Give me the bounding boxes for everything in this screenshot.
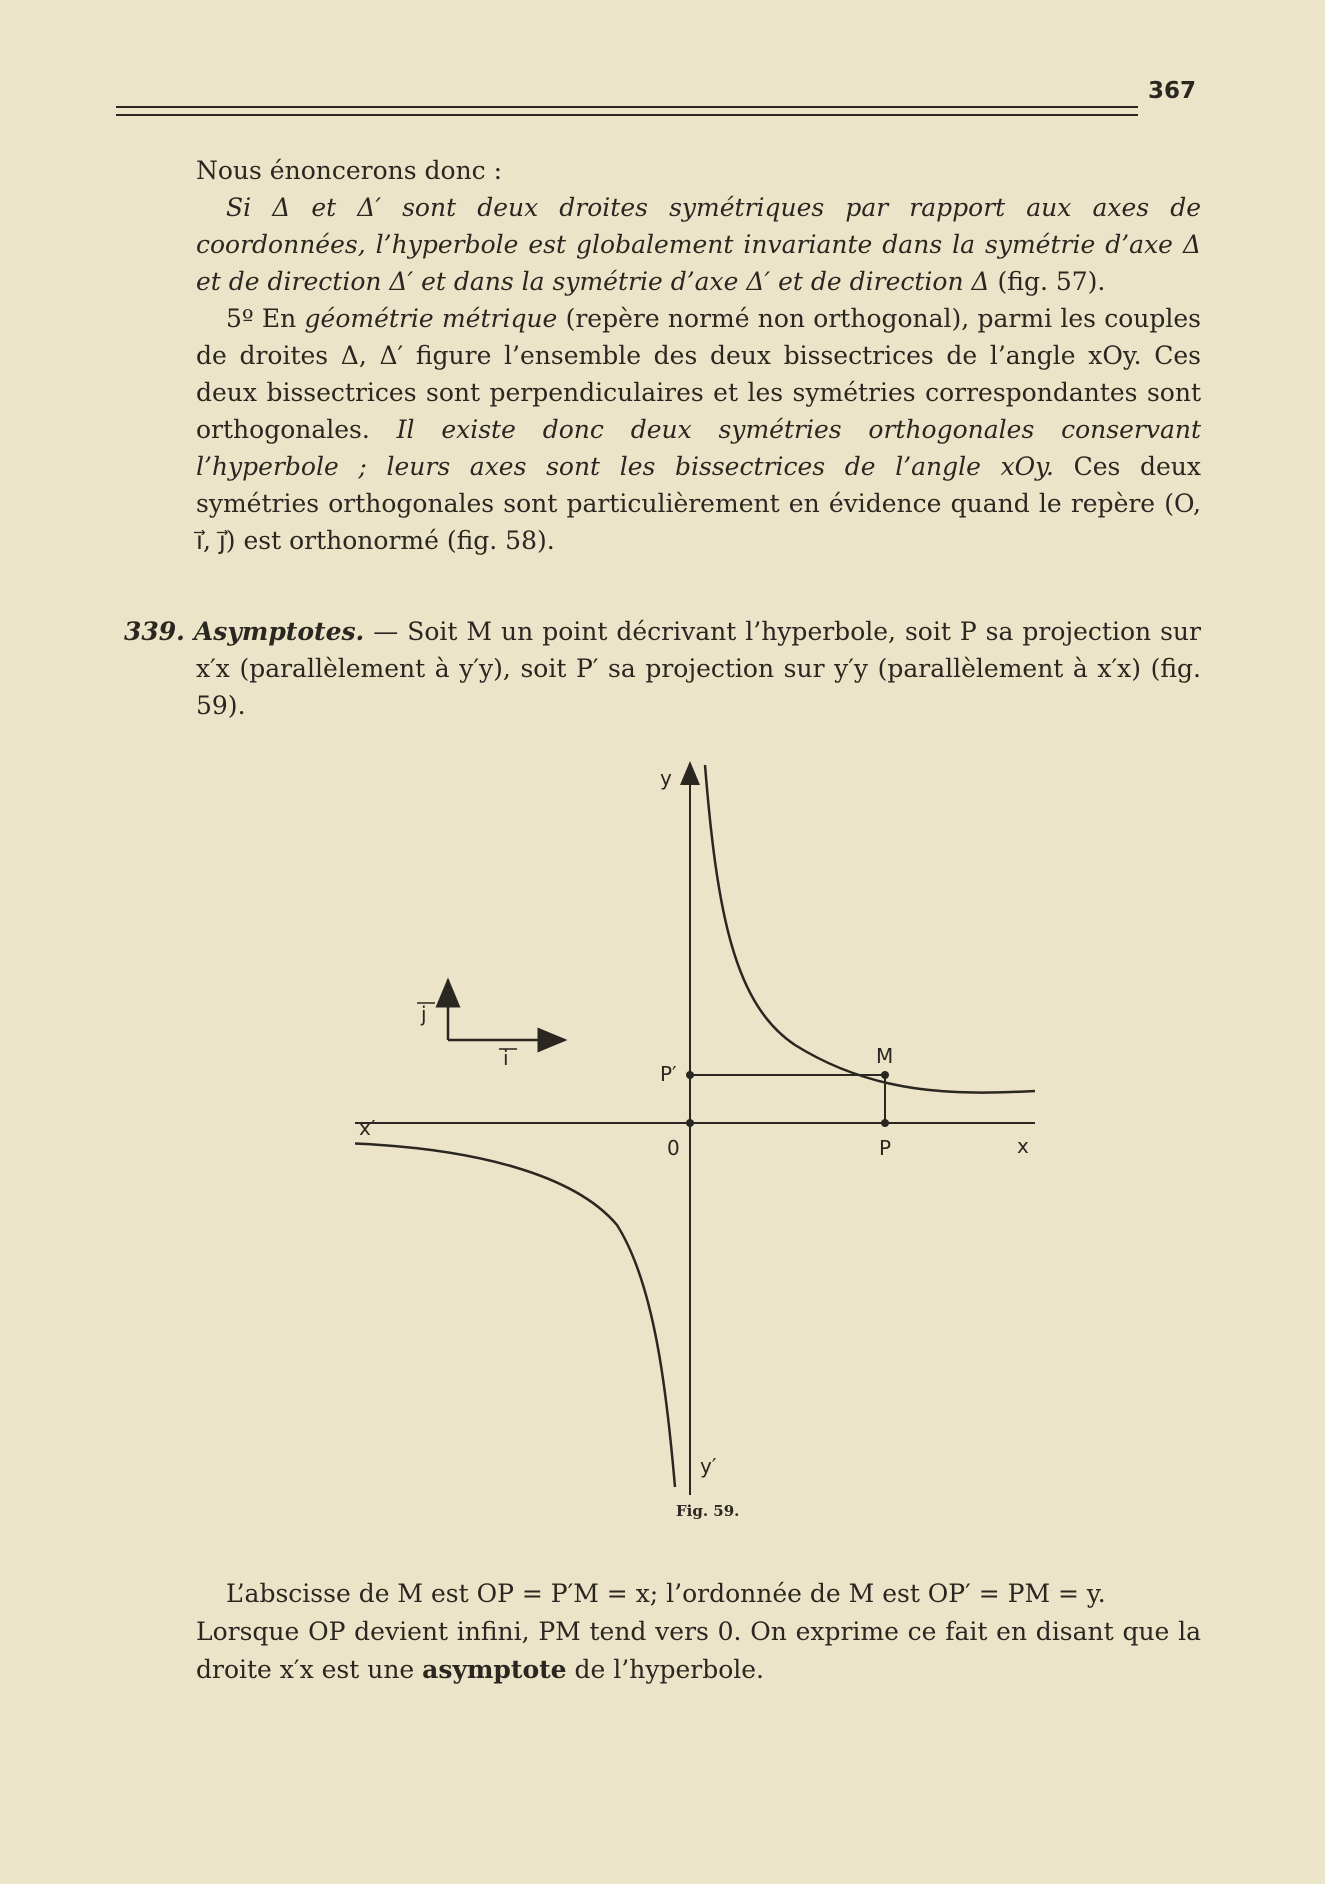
metric-prefix: 5º En <box>226 304 305 333</box>
label-x: x <box>1017 1134 1029 1158</box>
paragraph-metric <box>196 300 1201 559</box>
section-title: Asymptotes. <box>193 617 365 646</box>
label-y: y <box>660 766 672 790</box>
paragraph-theorem <box>196 189 1201 300</box>
hyperbola-branch-lower <box>355 1143 675 1487</box>
metric-body: (repère normé non orthogonal), parmi les couples de droites Δ, Δ′ figure l’ensemble des deux bissectrices de l’angle xOy. Ces deux bissectrices sont perpendiculaires et les symétries correspondantes sont orthogonales. <box>196 304 1201 444</box>
hyperbola-diagram <box>355 755 1055 1495</box>
point-P <box>881 1119 889 1127</box>
label-vector-j: j <box>421 1002 427 1026</box>
limit-end: de l’hyperbole. <box>566 1655 764 1684</box>
paragraph-abscissa: L’abscisse de M est OP = P′M = x; l’ordonnée de M est OP′ = PM = y. <box>226 1579 1106 1608</box>
section-body: — Soit M un point décrivant l’hyperbole, soit P sa projection sur x′x (parallèlement à y′y), soit P′ sa projection sur y′y (parallèlement à x′x) (fig. 59). <box>196 617 1201 720</box>
figure-caption: Fig. 59. <box>676 1502 740 1520</box>
metric-conclusion: Il existe donc deux symétries orthogonales conservant l’hyperbole ; leurs axes sont les bissectrices de l’angle xOy. <box>196 415 1201 481</box>
figure-59 <box>355 755 1055 1495</box>
hyperbola-branch-upper <box>705 765 1035 1093</box>
section-number: 339. <box>124 617 185 646</box>
term-asymptote: asymptote <box>422 1655 567 1684</box>
label-P-prime: P′ <box>660 1062 677 1086</box>
point-P-prime <box>686 1071 694 1079</box>
paragraph-limit <box>196 1613 1201 1689</box>
theorem-statement: Si Δ et Δ′ sont deux droites symétriques par rapport aux axes de coordonnées, l’hyperbole est globalement invariante dans la symétrie d’axe Δ et de direction Δ′ et dans la symétrie d’axe Δ′ et de direction Δ <box>196 193 1201 296</box>
point-M <box>881 1071 889 1079</box>
label-origin: 0 <box>667 1136 680 1160</box>
section-339 <box>124 613 1201 724</box>
point-origin <box>686 1119 694 1127</box>
label-M: M <box>876 1044 894 1068</box>
upper-text <box>196 152 1201 559</box>
theorem-figure-ref: (fig. 57). <box>989 267 1106 296</box>
label-P: P <box>879 1136 892 1160</box>
label-y-prime: y′ <box>700 1454 717 1478</box>
section-paragraph <box>124 613 1201 724</box>
label-x-prime: x′ <box>359 1116 376 1140</box>
header-rule <box>116 106 1138 108</box>
paragraph-intro: Nous énoncerons donc : <box>196 156 503 185</box>
label-vector-i: i <box>503 1046 509 1070</box>
limit-body: Lorsque OP devient infini, PM tend vers 0. On exprime ce fait en disant que la droite x′x est une <box>196 1617 1201 1684</box>
lower-text <box>196 1575 1201 1689</box>
metric-remark: Ces deux symétries orthogonales sont particulièrement en évidence quand le repère (O, i⃗, j⃗) est orthonormé (fig. 58). <box>196 452 1201 555</box>
header-rule-second <box>116 114 1138 116</box>
metric-term: géométrie métrique <box>304 304 558 333</box>
page-number: 367 <box>1148 78 1197 104</box>
